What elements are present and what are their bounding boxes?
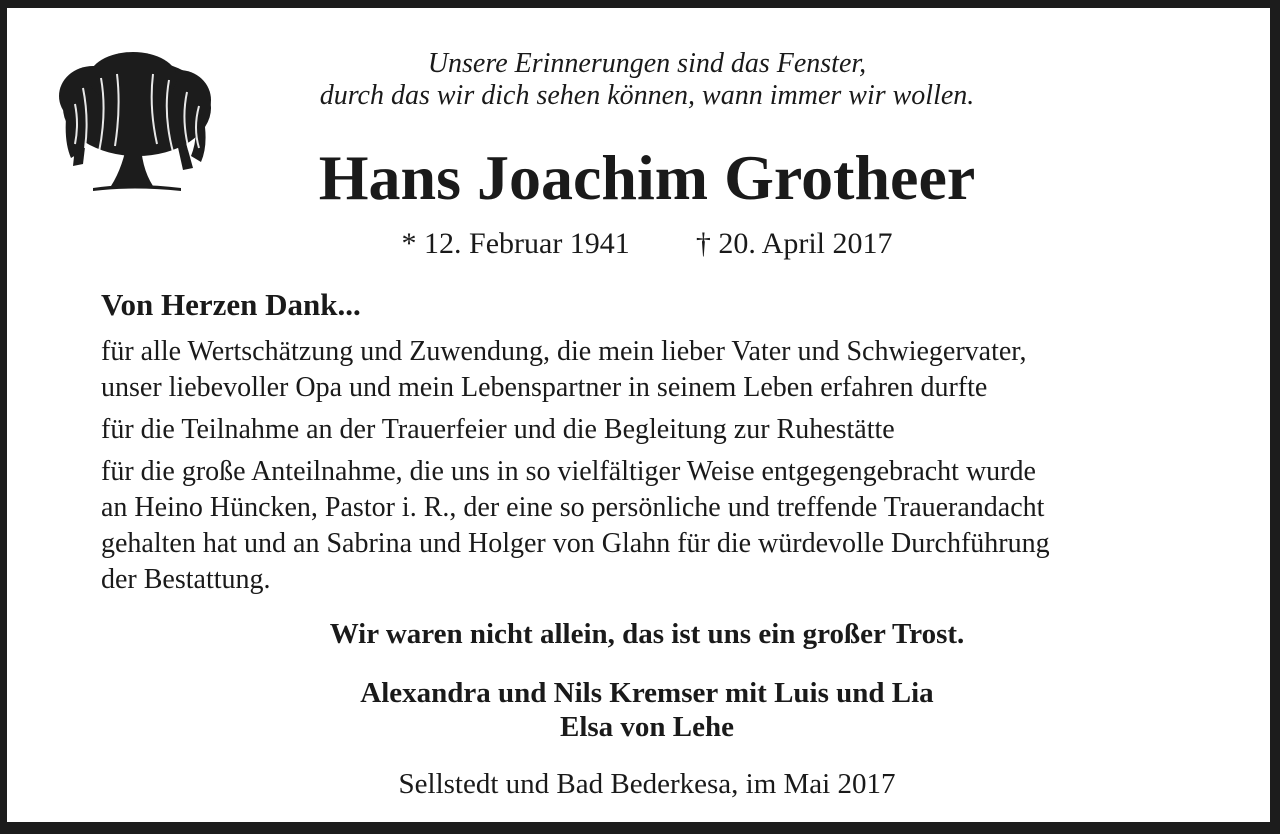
text-line: unser liebevoller Opa und mein Lebenspartner in seinem Leben erfahren durfte bbox=[101, 372, 988, 403]
birth-date: * 12. Februar 1941 bbox=[401, 227, 630, 260]
thanks-body bbox=[101, 334, 1221, 604]
memorial-quote bbox=[237, 48, 1057, 112]
thanks-paragraph bbox=[101, 412, 1221, 448]
quote-line-1: Unsere Erinnerungen sind das Fenster, bbox=[427, 48, 867, 79]
signer-line-1: Alexandra und Nils Kremser mit Luis und Lia bbox=[360, 677, 934, 709]
deceased-name: Hans Joachim Grotheer bbox=[318, 142, 976, 213]
life-dates bbox=[7, 224, 1280, 264]
text-line: für die Teilnahme an der Trauerfeier und die Begleitung zur Ruhestätte bbox=[101, 414, 895, 445]
closing-statement: Wir waren nicht allein, das ist uns ein großer Trost. bbox=[329, 618, 965, 650]
text-line: für die große Anteilnahme, die uns in so vielfältiger Weise entgegengebracht wurde bbox=[101, 456, 1036, 487]
thanks-paragraph bbox=[101, 334, 1221, 406]
thanks-heading: Von Herzen Dank... bbox=[101, 287, 361, 322]
place-and-date: Sellstedt und Bad Bederkesa, im Mai 2017 bbox=[398, 768, 896, 800]
quote-line-2: durch das wir dich sehen können, wann immer wir wollen. bbox=[319, 80, 975, 111]
signers bbox=[7, 676, 1280, 744]
death-date: † 20. April 2017 bbox=[695, 227, 893, 260]
text-line: für alle Wertschätzung und Zuwendung, die mein lieber Vater und Schwiegervater, bbox=[101, 336, 1027, 367]
text-line: der Bestattung. bbox=[101, 564, 271, 595]
text-line: gehalten hat und an Sabrina und Holger von Glahn für die würdevolle Durchführung bbox=[101, 528, 1050, 559]
thanks-paragraph bbox=[101, 454, 1221, 598]
signer-line-2: Elsa von Lehe bbox=[559, 711, 735, 743]
text-line: an Heino Hüncken, Pastor i. R., der eine so persönliche und treffende Trauerandacht bbox=[101, 492, 1045, 523]
